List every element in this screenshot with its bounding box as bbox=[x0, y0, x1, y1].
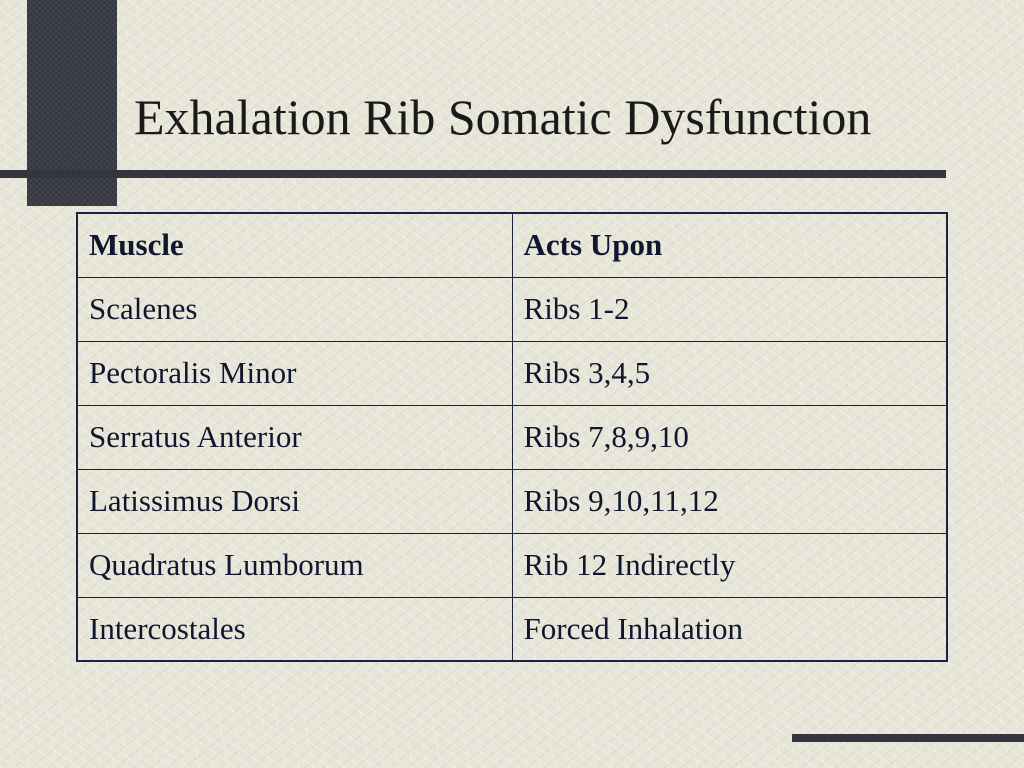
cell-acts-upon: Ribs 7,8,9,10 bbox=[512, 405, 947, 469]
table-row bbox=[77, 597, 947, 661]
footer-accent-rule bbox=[792, 734, 1024, 742]
cell-acts-upon: Ribs 3,4,5 bbox=[512, 341, 947, 405]
table-row bbox=[77, 405, 947, 469]
cell-acts-upon: Forced Inhalation bbox=[512, 597, 947, 661]
table-row bbox=[77, 277, 947, 341]
header-acts-upon: Acts Upon bbox=[512, 213, 947, 277]
cell-muscle: Quadratus Lumborum bbox=[77, 533, 512, 597]
cell-acts-upon: Rib 12 Indirectly bbox=[512, 533, 947, 597]
slide-title: Exhalation Rib Somatic Dysfunction bbox=[134, 89, 872, 145]
table-header-row bbox=[77, 213, 947, 277]
cell-muscle: Scalenes bbox=[77, 277, 512, 341]
cell-muscle: Intercostales bbox=[77, 597, 512, 661]
cell-acts-upon: Ribs 1-2 bbox=[512, 277, 947, 341]
cell-muscle: Pectoralis Minor bbox=[77, 341, 512, 405]
table-row bbox=[77, 341, 947, 405]
header-muscle: Muscle bbox=[77, 213, 512, 277]
table-row bbox=[77, 469, 947, 533]
table-row bbox=[77, 533, 947, 597]
muscle-table bbox=[76, 212, 948, 662]
cell-muscle: Latissimus Dorsi bbox=[77, 469, 512, 533]
cell-muscle: Serratus Anterior bbox=[77, 405, 512, 469]
title-underline-rule bbox=[0, 170, 946, 178]
cell-acts-upon: Ribs 9,10,11,12 bbox=[512, 469, 947, 533]
